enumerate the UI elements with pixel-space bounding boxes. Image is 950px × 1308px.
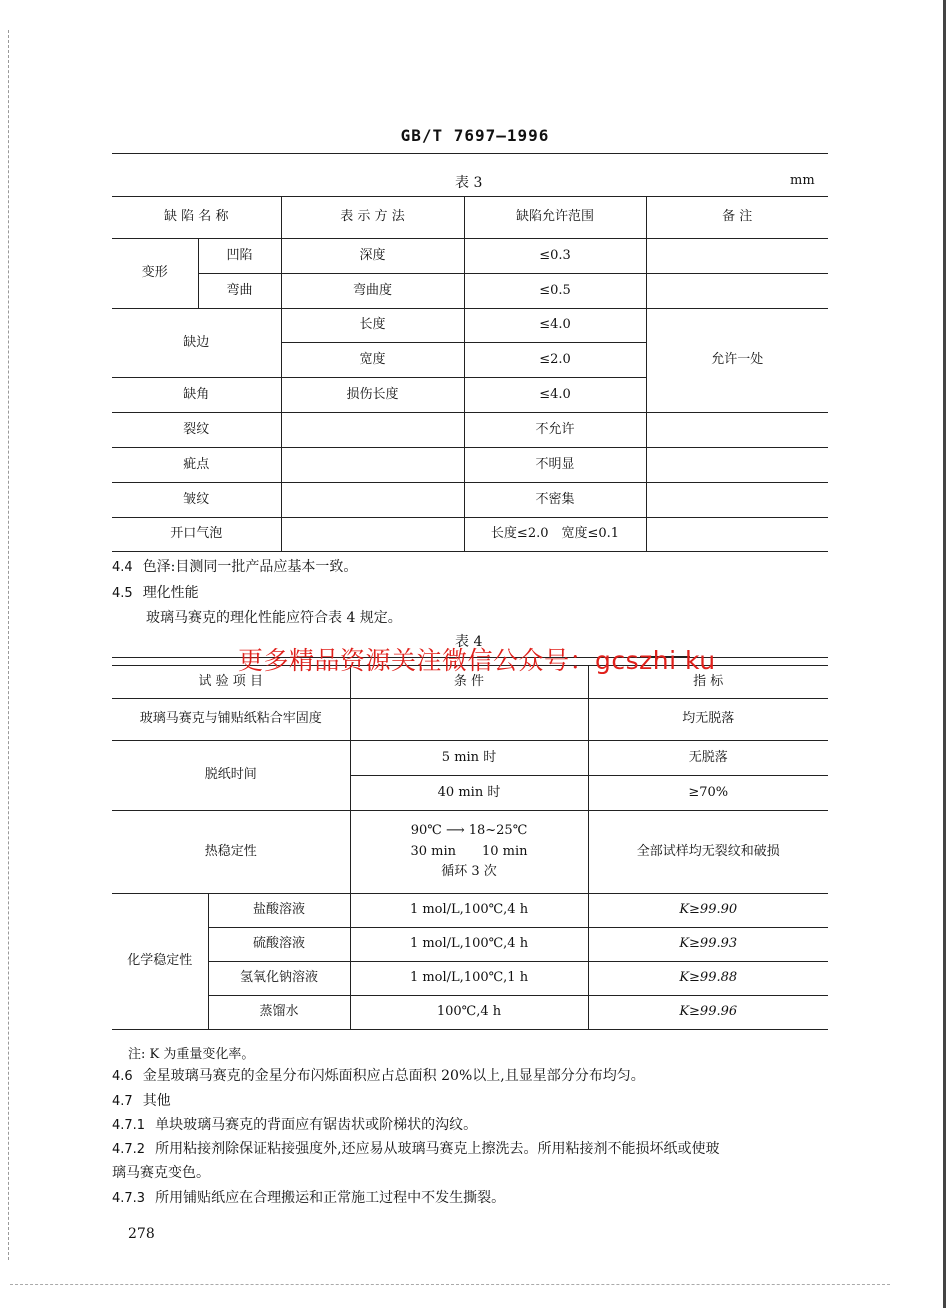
- table4-cell: 1 mol/L,100℃,4 h: [350, 928, 588, 962]
- table3-header-range: 缺陷允许范围: [464, 197, 646, 239]
- table3-cell: 弯曲: [198, 274, 281, 309]
- table3-cell: 损伤长度: [281, 378, 464, 413]
- table4-caption: 表 4: [455, 634, 483, 650]
- section-text: 理化性能: [142, 585, 199, 601]
- table3-caption: 表 3: [455, 175, 483, 191]
- table4-cell: 硫酸溶液: [208, 928, 350, 962]
- table3-cell: 允许一处: [646, 309, 828, 413]
- table3-cell: [646, 274, 828, 309]
- table4-cell: 40 min 时: [350, 776, 588, 811]
- standard-header: GB/T 7697—1996: [400, 126, 550, 145]
- section-4-7-3: [112, 1187, 505, 1207]
- table3-cell: 皱纹: [112, 483, 281, 518]
- table4-cell: 脱纸时间: [112, 741, 350, 811]
- table3-cell: 长度: [281, 309, 464, 343]
- table4-cell: 无脱落: [588, 741, 828, 776]
- table4-cell: K≥99.90: [588, 894, 828, 928]
- section-number: 4.6: [112, 1069, 133, 1084]
- table4-cell: 均无脱落: [588, 699, 828, 741]
- scan-margin-line: [8, 30, 9, 1260]
- section-text: 色泽:目测同一批产品应基本一致。: [142, 559, 358, 575]
- table3-unit: mm: [790, 173, 815, 188]
- table4-cell: 1 mol/L,100℃,4 h: [350, 894, 588, 928]
- table4-cell: K≥99.96: [588, 996, 828, 1030]
- table3-cell: ≤4.0: [464, 309, 646, 343]
- section-4-4: [112, 556, 357, 576]
- section-text: 所用铺贴纸应在合理搬运和正常施工过程中不发生撕裂。: [155, 1190, 506, 1206]
- thermal-cond-line: 30 min 10 min: [410, 843, 528, 859]
- section-4-7: [112, 1090, 171, 1110]
- table3-cell: 缺角: [112, 378, 281, 413]
- thermal-cond-line: 90℃ ⟶ 18~25℃: [410, 822, 528, 838]
- table3-cell: ≤2.0: [464, 343, 646, 378]
- table3-cell: 宽度: [281, 343, 464, 378]
- section-text: 金星玻璃马赛克的金星分布闪烁面积应占总面积 20%以上,且显星部分分布均匀。: [142, 1068, 645, 1084]
- table3-cell: 疵点: [112, 448, 281, 483]
- section-4-5-body: 玻璃马赛克的理化性能应符合表 4 规定。: [146, 610, 402, 626]
- section-4-6: [112, 1065, 645, 1085]
- table4-cell: 蒸馏水: [208, 996, 350, 1030]
- table3-cell: 不允许: [464, 413, 646, 448]
- table4-note: 注: K 为重量变化率。: [128, 1047, 255, 1062]
- table3-cell: 不密集: [464, 483, 646, 518]
- table3-cell: [646, 413, 828, 448]
- table3-cell: 长度≤2.0 宽度≤0.1: [464, 518, 646, 552]
- table4-cell: 氢氧化钠溶液: [208, 962, 350, 996]
- table3-header-remark: 备 注: [646, 197, 828, 239]
- scan-bottom-line: [10, 1284, 890, 1285]
- table4-header-index: 指 标: [588, 666, 828, 699]
- scan-edge: [943, 0, 946, 1308]
- table3-cell: 开口气泡: [112, 518, 281, 552]
- table-3: [112, 196, 828, 552]
- table4-cell: 全部试样均无裂纹和破损: [588, 811, 828, 894]
- table3-cell: 变形: [112, 239, 198, 309]
- table3-cell: [281, 448, 464, 483]
- table3-cell: [646, 448, 828, 483]
- table4-cell: 玻璃马赛克与铺贴纸粘合牢固度: [112, 699, 350, 741]
- table4-cell: 热稳定性: [112, 811, 350, 894]
- section-4-7-2: [112, 1138, 720, 1158]
- page-number: 278: [128, 1226, 155, 1242]
- table3-cell: 不明显: [464, 448, 646, 483]
- table4-cell: 盐酸溶液: [208, 894, 350, 928]
- section-number: 4.7: [112, 1094, 133, 1109]
- section-text: 单块玻璃马赛克的背面应有锯齿状或阶梯状的沟纹。: [155, 1117, 478, 1133]
- table3-cell: 深度: [281, 239, 464, 274]
- table4-cell: 5 min 时: [350, 741, 588, 776]
- table4-cell: ≥70%: [588, 776, 828, 811]
- table3-cell: [646, 239, 828, 274]
- thermal-cond-line: 循环 3 次: [441, 864, 497, 880]
- section-number: 4.5: [112, 586, 133, 601]
- table3-cell: [646, 483, 828, 518]
- table3-cell: ≤0.5: [464, 274, 646, 309]
- section-number: 4.7.1: [112, 1118, 146, 1133]
- section-number: 4.7.2: [112, 1142, 146, 1157]
- table3-cell: 裂纹: [112, 413, 281, 448]
- table3-cell: 凹陷: [198, 239, 281, 274]
- section-4-7-2-cont: 璃马赛克变色。: [112, 1165, 210, 1181]
- table4-cell: K≥99.93: [588, 928, 828, 962]
- header-rule: [112, 153, 828, 154]
- table3-header-method: 表 示 方 法: [281, 197, 464, 239]
- table3-header-name: 缺 陷 名 称: [112, 197, 281, 239]
- table3-cell: ≤4.0: [464, 378, 646, 413]
- table4-header-condition: 条 件: [350, 666, 588, 699]
- section-number: 4.7.3: [112, 1191, 146, 1206]
- table3-cell: [646, 518, 828, 552]
- table3-cell: [281, 518, 464, 552]
- table4-cell-thermal-condition: [350, 811, 588, 894]
- table4-cell: K≥99.88: [588, 962, 828, 996]
- table4-cell: [350, 699, 588, 741]
- section-text: 所用粘接剂除保证粘接强度外,还应易从玻璃马赛克上擦洗去。所用粘接剂不能损坏纸或使玻: [155, 1141, 720, 1157]
- section-text: 其他: [142, 1093, 171, 1109]
- section-4-5: [112, 582, 199, 602]
- table4-cell: 化学稳定性: [112, 894, 208, 1030]
- table4-header-item: 试 验 项 目: [112, 666, 350, 699]
- table4-cell: 100℃,4 h: [350, 996, 588, 1030]
- section-number: 4.4: [112, 560, 133, 575]
- watermark-text: 更多精品资源关注微信公众号：gcszhi ku: [238, 646, 716, 675]
- table3-cell: [281, 483, 464, 518]
- table3-cell: [281, 413, 464, 448]
- table3-cell: 缺边: [112, 309, 281, 378]
- table3-cell: 弯曲度: [281, 274, 464, 309]
- table-4: [112, 665, 828, 1030]
- table3-cell: ≤0.3: [464, 239, 646, 274]
- table4-cell: 1 mol/L,100℃,1 h: [350, 962, 588, 996]
- section-4-7-1: [112, 1114, 477, 1134]
